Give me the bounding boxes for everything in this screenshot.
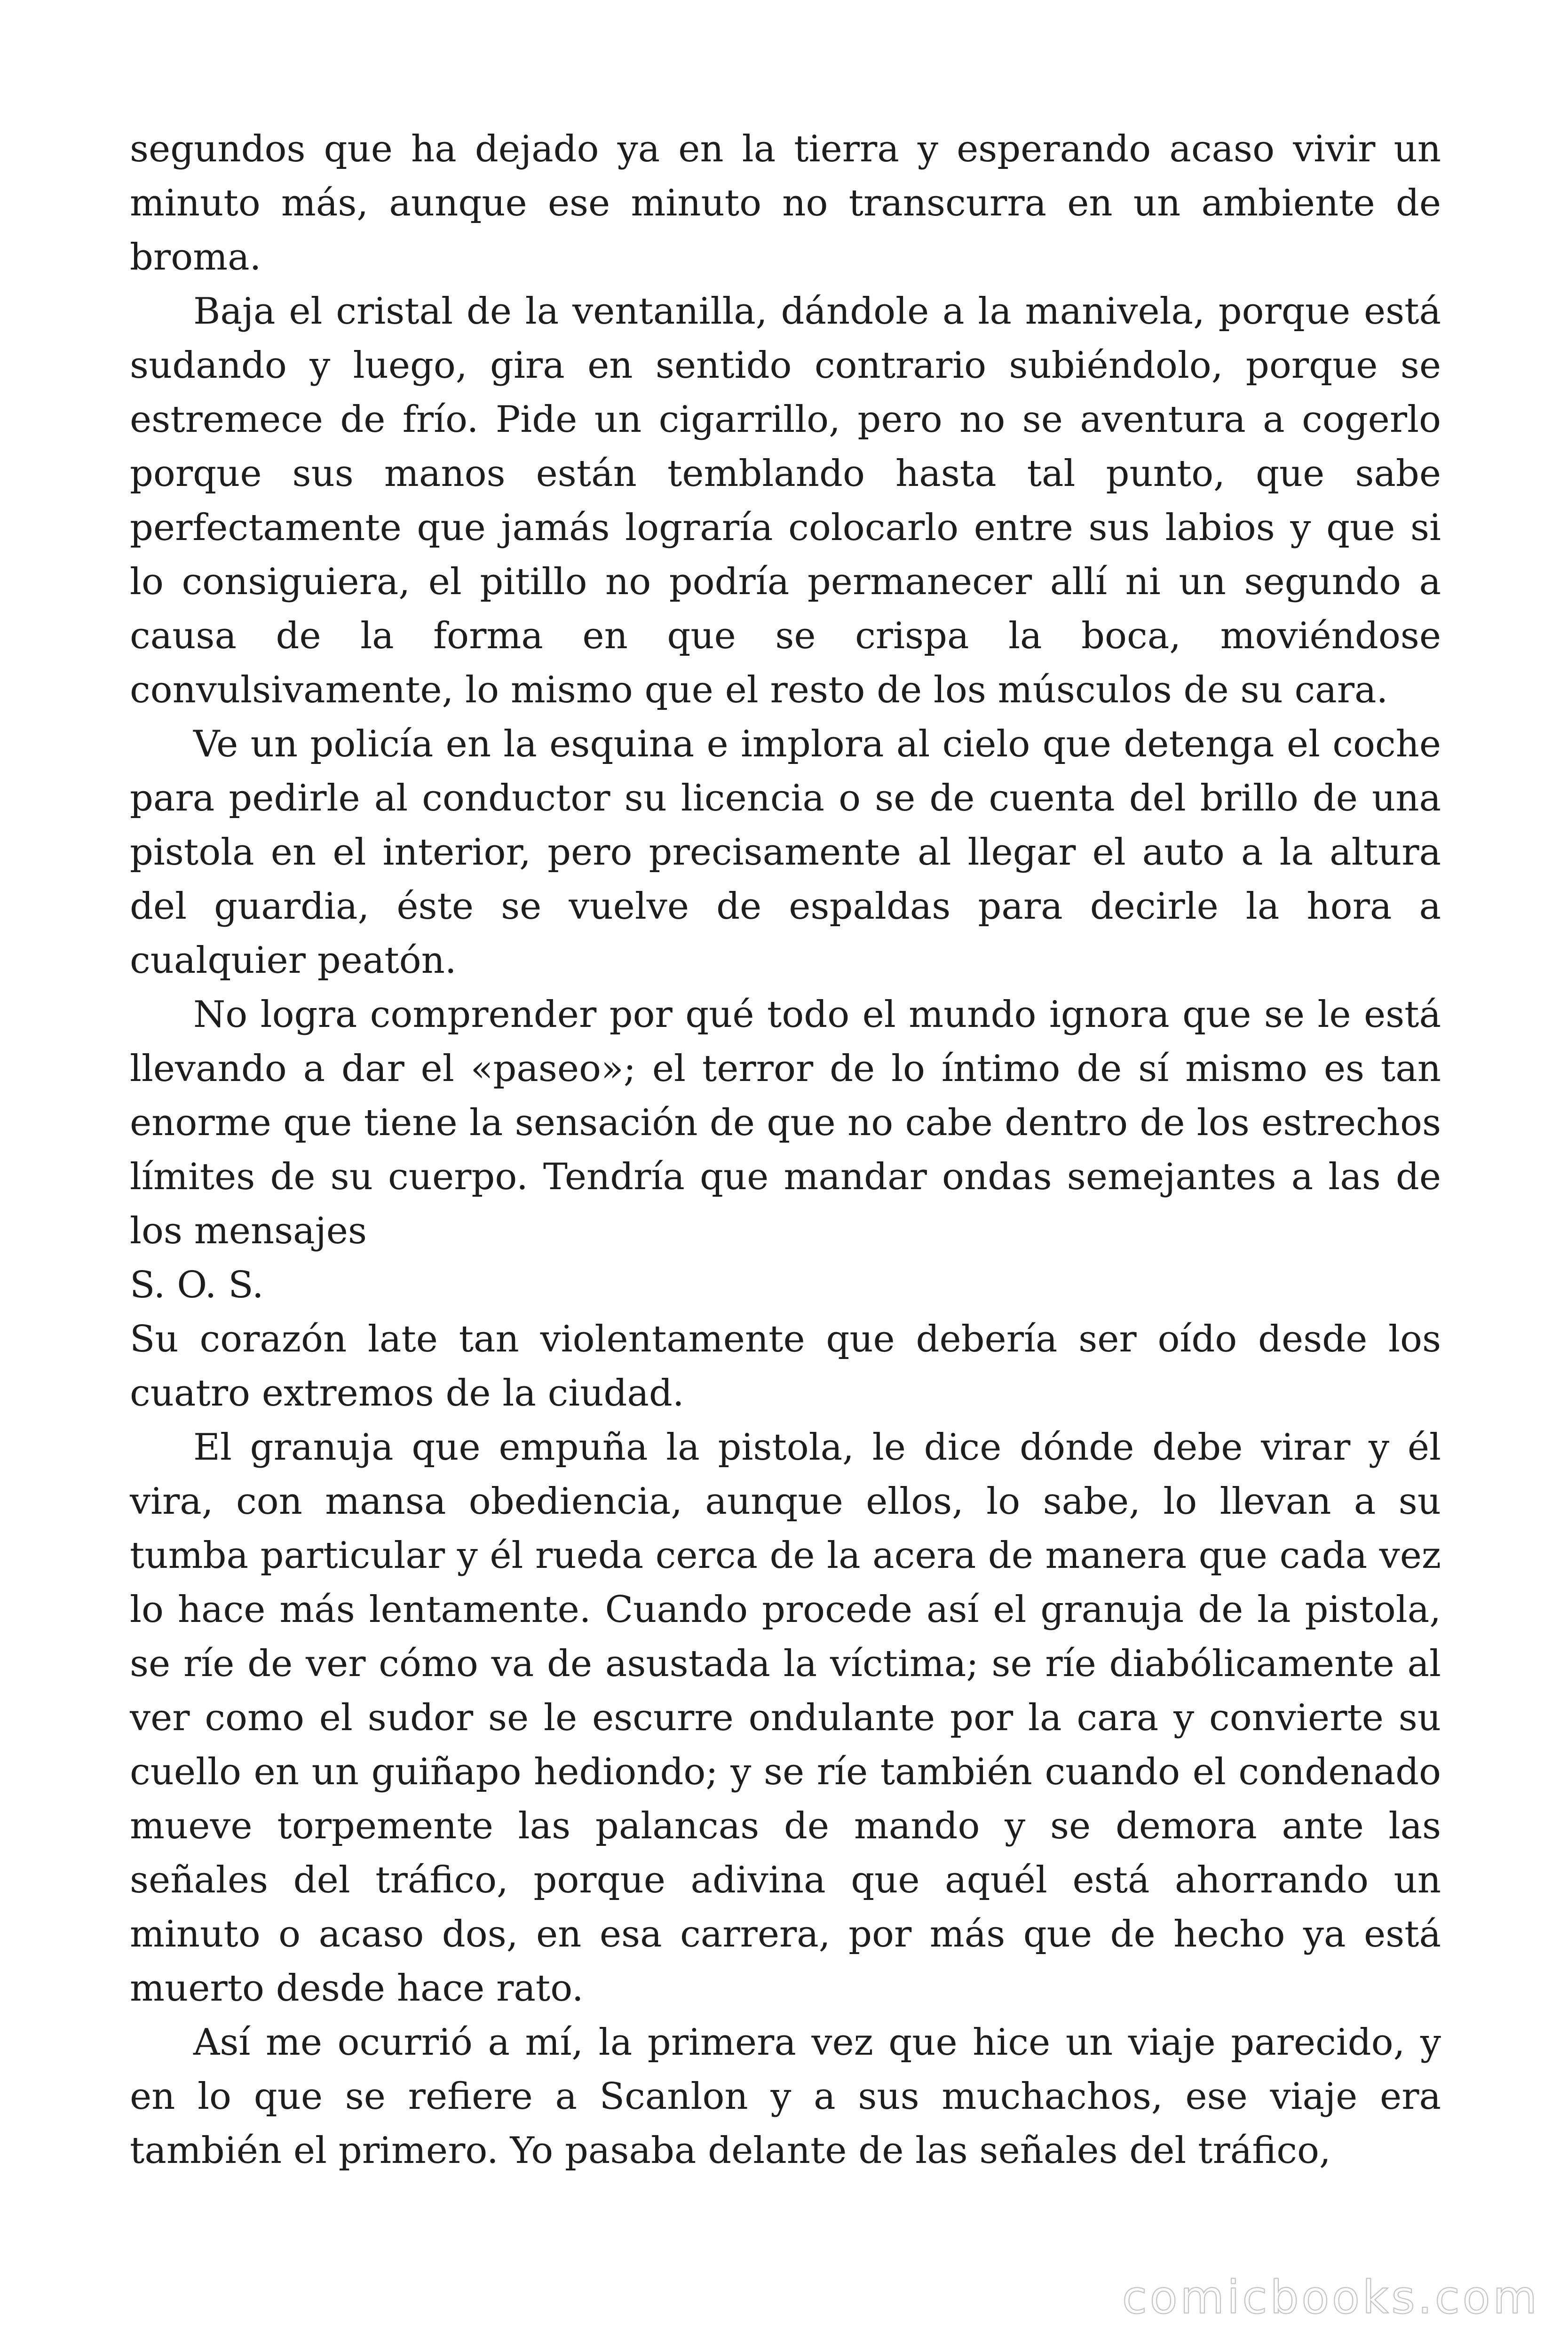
paragraph-2: Baja el cristal de la ventanilla, dándole a la manivela, porque está sudando y luego, gira en sentido contrario subiéndolo, porque se estremece de frío. Pide un cigarrillo, pero no se aventura a cogerlo porque sus manos están temblando hasta tal punto, que sabe perfectamente que jamás lograría colocarlo entre sus labios y que si lo consiguiera, el pitillo no podría permanecer allí ni un segundo a causa de la forma en que se crispa la boca, moviéndose convulsivamente, lo mismo que el resto de los músculos de su cara. [130, 290, 1441, 711]
paragraph-3: Ve un policía en la esquina e implora al cielo que detenga el coche para pedirle al conductor su licencia o se de cuenta del brillo de una pistola en el interior, pero precisamente al llegar el auto a la altura del guardia, éste se vuelve de espaldas para decirle la hora a cualquier peatón. [130, 723, 1441, 982]
paragraph-6: Su corazón late tan violentamente que debería ser oído desde los cuatro extremos de la ciudad. [130, 1318, 1441, 1414]
paragraph-8: Así me ocurrió a mí, la primera vez que hice un viaje parecido, y en lo que se refiere a Scanlon y a sus muchachos, ese viaje era también el primero. Yo pasaba delante de las señales del tráfico, [130, 2021, 1441, 2172]
watermark: comicbooks.com [1122, 2271, 1540, 2324]
paragraph-4: No logra comprender por qué todo el mundo ignora que se le está llevando a dar el «paseo»; el terror de lo íntimo de sí mismo es tan enorme que tiene la sensación de que no cabe dentro de los estrechos límites de su cuerpo. Tendría que mandar ondas semejantes a las de los mensajes [130, 993, 1441, 1252]
paragraph-7: El granuja que empuña la pistola, le dice dónde debe virar y él vira, con mansa obediencia, aunque ellos, lo sabe, lo llevan a su tumba particular y él rueda cerca de la acera de manera que cada vez lo hace más lentamente. Cuando procede así el granuja de la pistola, se ríe de ver cómo va de asustada la víctima; se ríe diabólicamente al ver como el sudor se le escurre ondulante por la cara y convierte su cuello en un guiñapo hediondo; y se ríe también cuando el condenado mueve torpemente las palancas de mando y se demora ante las señales del tráfico, porque adivina que aquél está ahorrando un minuto o acaso dos, en esa carrera, por más que de hecho ya está muerto desde hace rato. [130, 1426, 1441, 2010]
paragraph-1: segundos que ha dejado ya en la tierra y esperando acaso vivir un minuto más, aunque ese minuto no transcurra en un ambiente de broma. [130, 128, 1441, 278]
paragraph-sos: S. O. S. [130, 1264, 264, 1306]
page-body [130, 122, 1441, 2178]
